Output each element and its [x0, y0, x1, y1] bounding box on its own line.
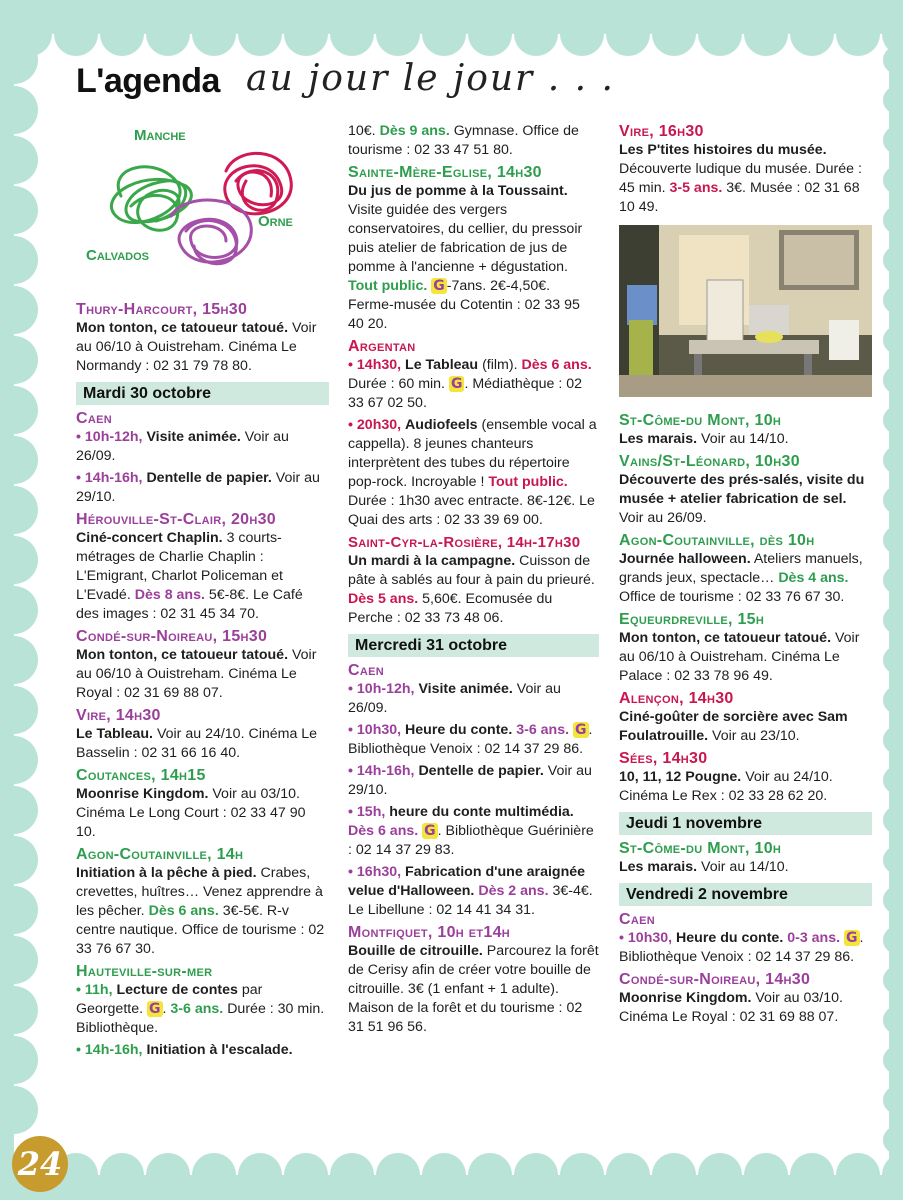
event-title: Lecture de contes: [116, 982, 238, 998]
event-entry: [76, 845, 329, 959]
event-title: Découverte des prés-salés, visite du musée + atelier fabrication de sel.: [619, 472, 865, 507]
column-2: [348, 122, 599, 1040]
event-place: Vains/St-Léonard, 10h30: [619, 453, 800, 470]
event-text: Voir au 03/10. Cinéma Le Long Court : 02 33 47 90 10.: [76, 786, 306, 840]
event-title: Les marais.: [619, 859, 698, 875]
event-entry: [619, 452, 872, 528]
event-text: Voir au 26/09.: [348, 681, 561, 716]
event-entry: [619, 749, 872, 806]
city-heading: Caen: [348, 662, 384, 679]
event-title: Dentelle de papier.: [146, 470, 272, 486]
map-label-orne: Orne: [258, 213, 293, 230]
event-place: Hérouville-St-Clair, 20h30: [76, 511, 276, 528]
event-place: Saint-Cyr-la-Rosière, 14h-17h30: [348, 534, 581, 551]
date-band: Vendredi 2 novembre: [619, 883, 872, 906]
event-text: Voir au 14/10.: [701, 431, 789, 447]
event-entry: [348, 863, 599, 920]
event-entry: [619, 610, 872, 686]
event-entry: [619, 929, 872, 967]
event-age: 3-6 ans.: [170, 1001, 224, 1017]
event-place: Agon-Coutainville, 14h: [76, 846, 244, 863]
left-scallop-border: [0, 0, 40, 1200]
event-text: Ateliers manuels, grands jeux, spectacle…: [619, 551, 863, 586]
event-text: Voir au 06/10 à Ouistreham. Cinéma Le Normandy : 02 31 79 78 80.: [76, 320, 317, 374]
event-title: Les P'tites histoires du musée.: [619, 142, 827, 158]
event-entry: [348, 803, 599, 860]
event-place: Argentan: [348, 338, 416, 355]
event-age: Dès 9 ans.: [379, 123, 450, 139]
event-entry: [348, 721, 599, 759]
date-band: Mardi 30 octobre: [76, 382, 329, 405]
free-badge-icon: G: [846, 930, 858, 946]
event-entry: [348, 762, 599, 800]
event-place: Coutances, 14h15: [76, 767, 206, 784]
event-time: • 14h30,: [348, 357, 402, 373]
event-entry: [619, 531, 872, 607]
column-3: [619, 122, 872, 1030]
event-text: . Bibliothèque Venoix : 02 14 37 29 86.: [619, 930, 864, 965]
kitchen-image-icon: [619, 225, 872, 397]
event-text: Parcourez la forêt de Cerisy afin de créer votre bouille de citrouille. 3€ (1 enfant + 1 adulte). Maison de la forêt et du tourisme : 02 31 51 96 56.: [348, 943, 599, 1035]
event-title: Journée halloween.: [619, 551, 751, 567]
event-title: Heure du conte.: [676, 930, 784, 946]
event-title: Audiofeels: [405, 417, 478, 433]
region-map: [76, 126, 329, 294]
bottom-scallop-border: [0, 1150, 903, 1200]
event-title: Moonrise Kingdom.: [76, 786, 209, 802]
event-age: 3-5 ans.: [669, 180, 723, 196]
event-age: Tout public.: [348, 278, 428, 294]
column-1: [76, 126, 329, 1063]
event-title: 10, 11, 12 Pougne.: [619, 769, 742, 785]
date-band: Jeudi 1 novembre: [619, 812, 872, 835]
event-text: Voir au 26/09.: [76, 429, 289, 464]
event-text: Découverte ludique du musée. Durée : 45 min.: [619, 161, 862, 196]
event-entry: [76, 766, 329, 842]
event-time: • 20h30,: [348, 417, 402, 433]
event-place: Hauteville-sur-mer: [76, 963, 213, 980]
free-badge-icon: G: [450, 376, 463, 392]
event-time: • 10h-12h,: [76, 429, 143, 445]
event-entry: [619, 411, 872, 449]
event-time: • 10h30,: [348, 722, 402, 738]
event-text: Office de tourisme : 02 33 76 67 30.: [619, 589, 845, 605]
museum-kitchen-photo: [619, 225, 872, 397]
map-label-manche: Manche: [134, 127, 186, 144]
event-time: • 16h30,: [348, 864, 402, 880]
event-text: 5€-8€. Le Café des images : 02 31 45 34 70.: [76, 587, 303, 622]
event-title: Fabrication d'une araignée velue d'Halloween.: [348, 864, 586, 899]
event-text: Durée : 1h30 avec entracte. 8€-12€. Le Quai des arts : 02 33 39 69 00.: [348, 493, 595, 528]
event-text: Visite guidée des vergers conservatoires, du cellier, du pressoir puis atelier de fabrication de jus de pomme à l'ancienne + dégustation.: [348, 202, 583, 275]
event-title: Dentelle de papier.: [418, 763, 544, 779]
event-entry: [348, 163, 599, 334]
event-title: Le Tableau.: [76, 726, 153, 742]
event-title: Les marais.: [619, 431, 698, 447]
event-title: Initiation à l'escalade.: [146, 1042, 293, 1058]
event-text: (film).: [482, 357, 518, 373]
event-age: Dès 6 ans.: [148, 903, 219, 919]
event-entry: [348, 923, 599, 1037]
event-text: Crabes, crevettes, huîtres… Venez apprendre à les pêcher.: [76, 865, 323, 919]
event-text: Voir au 03/10. Cinéma Le Royal : 02 31 69 88 07.: [619, 990, 843, 1025]
map-label-calvados: Calvados: [86, 247, 149, 264]
event-text: Voir au 26/09.: [619, 510, 707, 526]
event-age: Dès 6 ans.: [521, 357, 592, 373]
event-entry: [76, 469, 329, 507]
event-entry: [348, 122, 599, 160]
event-text: Voir au 24/10. Cinéma Le Rex : 02 33 28 62 20.: [619, 769, 833, 804]
event-text: -7ans. 2€-4,50€. Ferme-musée du Cotentin : 02 33 95 40 20.: [348, 278, 580, 332]
event-title: Visite animée.: [418, 681, 513, 697]
page-subtitle-script: au jour le jour . . .: [246, 58, 615, 99]
event-age: 3-6 ans.: [516, 722, 570, 738]
event-place: St-Côme-du Mont, 10h: [619, 840, 782, 857]
event-entry: [619, 122, 872, 217]
event-place: Sées, 14h30: [619, 750, 708, 767]
event-age: Tout public.: [488, 474, 568, 490]
event-age: Dès 5 ans.: [348, 591, 419, 607]
event-text: Cuisson de pâte à sablés au four à pain du prieuré.: [348, 553, 595, 588]
event-text: . Bibliothèque Guérinière : 02 14 37 29 83.: [348, 823, 594, 858]
event-title: Un mardi à la campagne.: [348, 553, 516, 569]
city-heading: Caen: [619, 911, 655, 928]
event-time: • 11h,: [76, 982, 113, 998]
event-title: heure du conte multimédia.: [389, 804, 574, 820]
event-title: Moonrise Kingdom.: [619, 990, 752, 1006]
event-entry: [348, 533, 599, 628]
event-entry: [348, 680, 599, 718]
free-badge-icon: G: [433, 278, 445, 294]
event-place: Vire, 14h30: [76, 707, 161, 724]
event-entry: [76, 627, 329, 703]
event-text: Gymnase. Office de tourisme : 02 33 47 51 80.: [348, 123, 579, 158]
event-text: (ensemble vocal a cappella). 8 jeunes chanteurs interprètent des tubes du répertoire pop-rock. Incroyable !: [348, 417, 597, 490]
event-text: . Bibliothèque Venoix : 02 14 37 29 86.: [348, 722, 593, 757]
event-text: Voir au 14/10.: [701, 859, 789, 875]
event-age: 0-3 ans.: [787, 930, 841, 946]
event-entry: [76, 706, 329, 763]
event-entry: [76, 428, 329, 466]
event-text: 5,60€. Ecomusée du Perche : 02 33 73 48 06.: [348, 591, 553, 626]
event-time: • 14h-16h,: [76, 1042, 143, 1058]
event-age: Dès 8 ans.: [134, 587, 205, 603]
event-age: Dès 4 ans.: [778, 570, 849, 586]
event-time: • 15h,: [348, 804, 386, 820]
event-text: . Médiathèque : 02 33 67 02 50.: [348, 376, 582, 411]
event-entry: [619, 839, 872, 877]
scribble-map-icon: [76, 126, 329, 294]
event-text: 3€-5€. R-v centre nautique. Office de tourisme : 02 33 76 67 30.: [76, 903, 325, 957]
event-title: Mon tonton, ce tatoueur tatoué.: [619, 630, 832, 646]
event-entry: [76, 510, 329, 624]
event-text: par Georgette.: [76, 982, 263, 1017]
free-badge-icon: G: [149, 1001, 161, 1017]
event-title: Initiation à la pêche à pied.: [76, 865, 257, 881]
event-time: • 14h-16h,: [76, 470, 143, 486]
event-text: Durée : 30 min. Bibliothèque.: [76, 1001, 325, 1036]
event-text: Voir au 06/10 à Ouistreham. Cinéma Le Palace : 02 33 78 96 49.: [619, 630, 860, 684]
event-time: • 10h30,: [619, 930, 673, 946]
event-text: Durée : 60 min.: [348, 376, 445, 392]
event-title: Ciné-concert Chaplin.: [76, 530, 223, 546]
top-scallop-border: [0, 0, 903, 56]
event-entry: Hauteville-sur-mer • 11h, Lecture de contes par Georgette. G . 3-6 ans. Durée : 30 min. Bibliothèque. • 14h-16h, Initiation à l'escalade.: [76, 962, 329, 1060]
event-time: • 14h-16h,: [348, 763, 415, 779]
date-band: Mercredi 31 octobre: [348, 634, 599, 657]
event-text: 3 courts-métrages de Charlie Chaplin : L'Emigrant, Charlot Policeman et L'Evadé.: [76, 530, 283, 603]
event-text: 3€-4€. Le Libellune : 02 14 41 34 31.: [348, 883, 593, 918]
event-entry: [348, 337, 599, 530]
event-text: Voir au 29/10.: [348, 763, 592, 798]
event-text: Voir au 06/10 à Ouistreham. Cinéma Le Royal : 02 31 69 88 07.: [76, 647, 317, 701]
event-entry: [619, 970, 872, 1027]
event-age: Dès 2 ans.: [478, 883, 549, 899]
page-number-badge: 24: [12, 1136, 68, 1192]
event-place: Condé-sur-Noireau, 14h30: [619, 971, 811, 988]
event-place: Sainte-Mère-Eglise, 14h30: [348, 164, 542, 181]
event-title: Mon tonton, ce tatoueur tatoué.: [76, 320, 289, 336]
event-text: 10€.: [348, 123, 376, 139]
event-place: Vire, 16h30: [619, 123, 704, 140]
event-text: Voir au 24/10. Cinéma Le Basselin : 02 31 66 16 40.: [76, 726, 318, 761]
event-entry: [619, 689, 872, 746]
event-place: St-Côme-du Mont, 10h: [619, 412, 782, 429]
event-age: Dès 6 ans.: [348, 823, 419, 839]
event-title: Bouille de citrouille.: [348, 943, 483, 959]
city-heading: Caen: [76, 410, 112, 427]
event-text: 3€. Musée : 02 31 68 10 49.: [619, 180, 860, 215]
event-place: Montfiquet, 10h et14h: [348, 924, 511, 941]
event-title: Ciné-goûter de sorcière avec Sam Foulatrouille.: [619, 709, 848, 744]
event-text: Voir au 23/10.: [712, 728, 800, 744]
page-title: L'agenda: [76, 62, 220, 100]
event-title: Heure du conte.: [405, 722, 513, 738]
free-badge-icon: G: [424, 823, 436, 839]
event-entry: [76, 300, 329, 376]
free-badge-icon: G: [575, 722, 587, 738]
event-place: Equeurdreville, 15h: [619, 611, 765, 628]
event-title: Mon tonton, ce tatoueur tatoué.: [76, 647, 289, 663]
event-text: Voir au 29/10.: [76, 470, 320, 505]
event-title: Visite animée.: [146, 429, 241, 445]
event-title: Le Tableau: [405, 357, 479, 373]
event-time: • 10h-12h,: [348, 681, 415, 697]
event-title: Du jus de pomme à la Toussaint.: [348, 183, 568, 199]
event-place: Agon-Coutainville, dès 10h: [619, 532, 815, 549]
event-place: Condé-sur-Noireau, 15h30: [76, 628, 268, 645]
event-place: Alençon, 14h30: [619, 690, 734, 707]
event-place: Thury-Harcourt, 15h30: [76, 301, 248, 318]
